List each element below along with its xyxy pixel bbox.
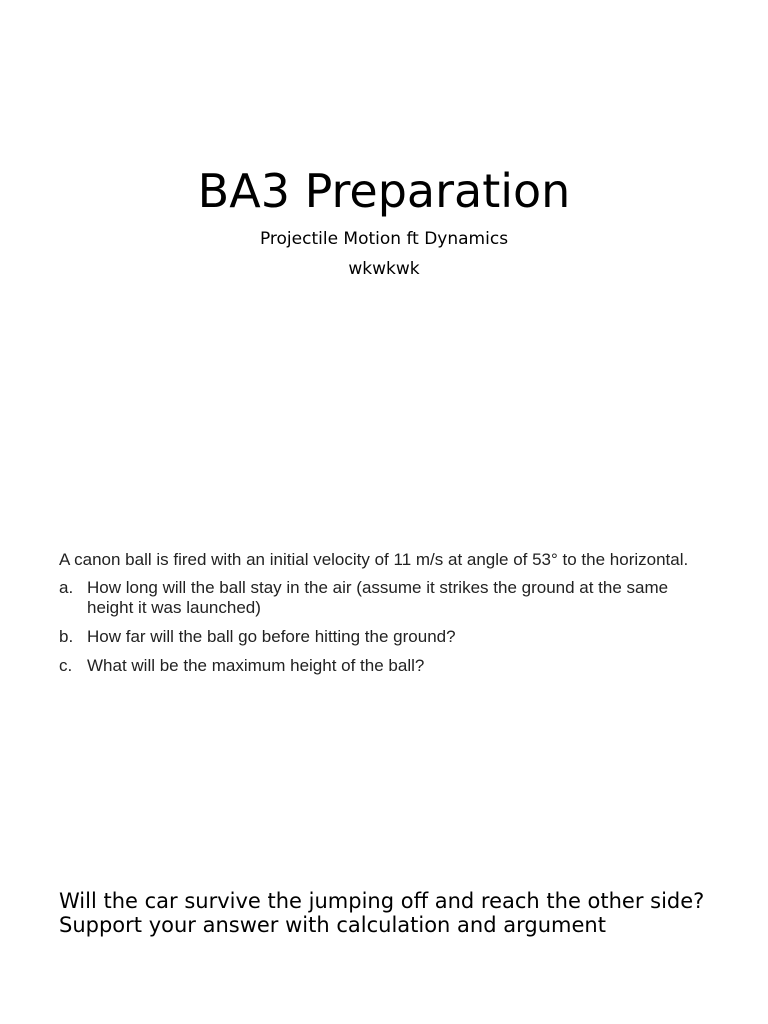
problem-block: [59, 550, 709, 685]
list-item-text: What will be the maximum height of the ball?: [87, 656, 425, 675]
problem-statement: A canon ball is fired with an initial velocity of 11 m/s at angle of 53° to the horizontal.: [59, 550, 689, 569]
list-item-text: How long will the ball stay in the air (assume it strikes the ground at the same height it was launched): [87, 578, 669, 617]
subtitle: Projectile Motion ft Dynamics: [259, 229, 509, 249]
list-marker: c.: [59, 656, 73, 675]
subtitle-secondary: wkwkwk: [348, 259, 420, 279]
page-title: BA3 Preparation: [197, 164, 571, 218]
problem-list: [59, 578, 709, 676]
list-item: [59, 656, 709, 676]
list-marker: b.: [59, 627, 74, 646]
question-text: Will the car survive the jumping off and reach the other side? Support your answer with calculation and argument: [59, 889, 705, 937]
list-item: [59, 578, 709, 618]
list-item-text: How far will the ball go before hitting the ground?: [87, 627, 456, 646]
list-item: [59, 627, 709, 647]
list-marker: a.: [59, 578, 74, 597]
